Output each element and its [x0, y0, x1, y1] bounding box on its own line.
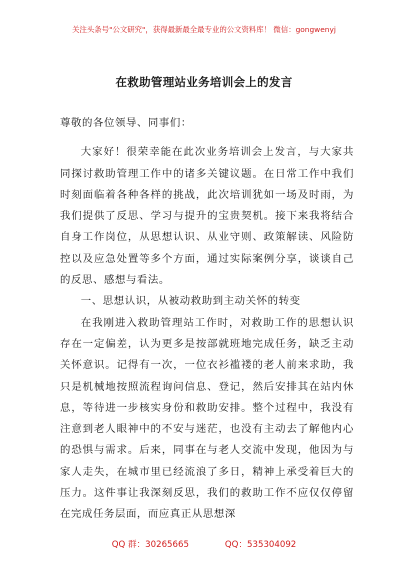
- footer-contact: [0, 538, 408, 550]
- footer-qq: QQ：535304092: [224, 540, 297, 550]
- document-title: 在救助管理站业务培训会上的发言: [115, 75, 293, 89]
- greeting: 尊敬的各位领导、同事们：: [60, 117, 192, 129]
- header-banner: 关注头条号"公文研究"，获得最新最全最专业的公文资料库！ 微信：gongwenyj: [72, 25, 336, 34]
- document-body: [60, 113, 354, 526]
- section-heading: 一、思想认识，从被动救助到主动关怀的转变: [80, 295, 301, 308]
- paragraph: 在我刚进入救助管理站工作时，对救助工作的思想认识存在一定偏差，认为更多是按部就班地完成任务，缺乏主动关怀意识。记得有一次，一位衣衫褴褛的老人前来求助，我只是机械地按照流程询问信息、登记，然后安排其在站内休息，等待进一步核实身份和救助安排。整个过程中，我没有注意到老人眼神中的不安与迷茫，也没有主动去了解他内心的恐惧与需求。后来，同事在与老人交流中发现，他因为与家人走失，在城市里已经流浪了多日，精神上承受着巨大的压力。这件事让我深刻反思，我们的救助工作不应仅仅停留在完成任务层面，而应真正从思想深: [60, 316, 354, 521]
- footer-qq-group: QQ 群：30265665: [111, 540, 189, 550]
- paragraph: 大家好！很荣幸能在此次业务培训会上发言，与大家共同探讨救助管理工作中的诸多关键议题。在日常工作中我们时刻面临着各种各样的挑战，此次培训犹如一场及时雨，为我们提供了反思、学习与提升的宝贵契机。接下来我将结合自身工作岗位，从思想认识、从业守则、政策解读、风险防控以及应急处置等多个方面，通过实际案例分享，谈谈自己的反思、感想与看法。: [60, 146, 354, 287]
